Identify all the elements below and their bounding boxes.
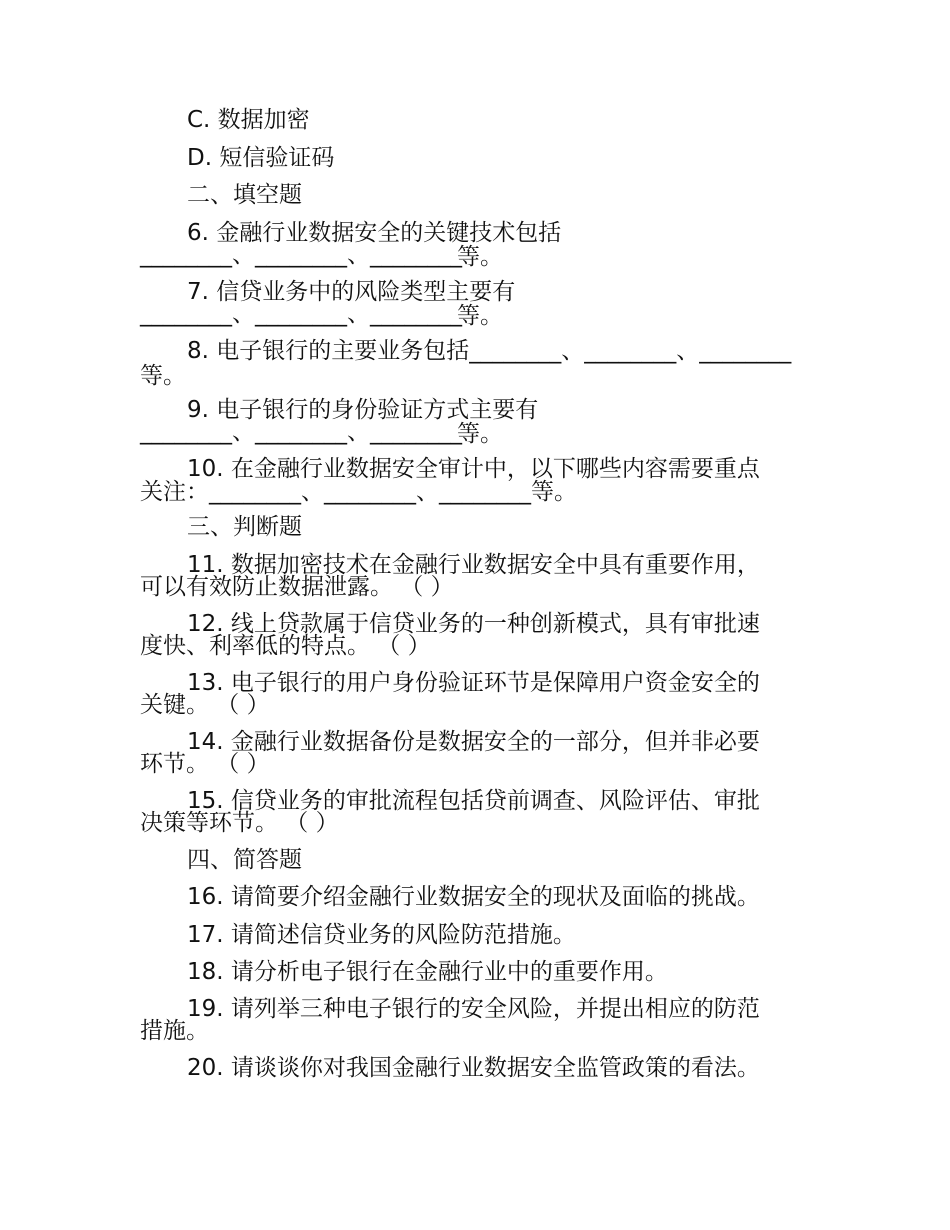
- question-19-line1: 19. 请列举三种电子银行的安全风险，并提出相应的防范: [187, 996, 760, 1022]
- section-heading-fill-blank: 二、填空题: [187, 182, 302, 208]
- question-14-line2: 环节。 （ ）: [140, 751, 270, 777]
- option-d: D. 短信验证码: [187, 145, 335, 171]
- question-6-blanks: ________、________、________: [140, 242, 462, 268]
- question-7-blanks: ________、________、________: [140, 301, 462, 327]
- question-10-line1: 10. 在金融行业数据安全审计中，以下哪些内容需要重点: [187, 456, 760, 482]
- question-7-line1: 7. 信贷业务中的风险类型主要有: [187, 279, 516, 305]
- question-15-line2: 决策等环节。 （ ）: [140, 810, 339, 836]
- question-9-line1: 9. 电子银行的身份验证方式主要有: [187, 397, 539, 423]
- question-11-line2: 可以有效防止数据泄露。 （ ）: [140, 574, 454, 600]
- question-9-blanks: ________、________、________: [140, 419, 462, 445]
- question-13-line1: 13. 电子银行的用户身份验证环节是保障用户资金安全的: [187, 670, 760, 696]
- question-12-line2: 度快、利率低的特点。 （ ）: [140, 633, 431, 659]
- question-14-line1: 14. 金融行业数据备份是数据安全的一部分，但并非必要: [187, 729, 760, 755]
- question-16: 16. 请简要介绍金融行业数据安全的现状及面临的挑战。: [187, 884, 760, 910]
- question-13-line2: 关键。 （ ）: [140, 692, 270, 718]
- question-6-line1: 6. 金融行业数据安全的关键技术包括: [187, 220, 562, 246]
- question-17: 17. 请简述信贷业务的风险防范措施。: [187, 922, 576, 948]
- question-6-suffix: 等。: [457, 244, 503, 270]
- question-8-line1: 8. 电子银行的主要业务包括________、________、________: [187, 338, 792, 364]
- question-18: 18. 请分析电子银行在金融行业中的重要作用。: [187, 959, 668, 985]
- question-11-line1: 11. 数据加密技术在金融行业数据安全中具有重要作用，: [187, 552, 760, 578]
- question-20: 20. 请谈谈你对我国金融行业数据安全监管政策的看法。: [187, 1055, 760, 1081]
- question-12-line1: 12. 线上贷款属于信贷业务的一种创新模式，具有审批速: [187, 611, 760, 637]
- section-heading-short-answer: 四、简答题: [187, 847, 302, 873]
- option-c: C. 数据加密: [187, 107, 310, 133]
- question-19-line2: 措施。: [140, 1018, 209, 1044]
- section-heading-true-false: 三、判断题: [187, 514, 302, 540]
- question-7-suffix: 等。: [457, 303, 503, 329]
- question-10-line2: 关注：________、________、________等。: [140, 479, 577, 505]
- question-8-line2: 等。: [140, 363, 186, 389]
- question-15-line1: 15. 信贷业务的审批流程包括贷前调查、风险评估、审批: [187, 788, 760, 814]
- question-9-suffix: 等。: [457, 421, 503, 447]
